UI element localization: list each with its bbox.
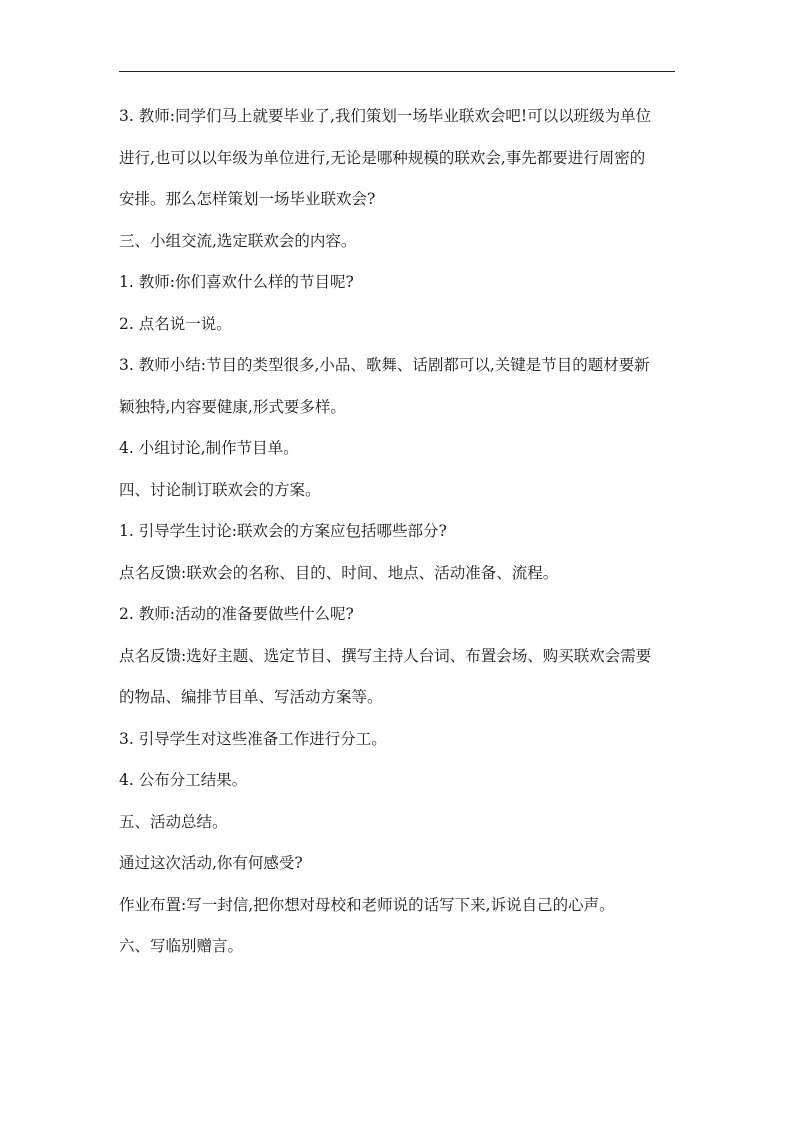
text-line: 通过这次活动,你有何感受? xyxy=(119,854,303,872)
text-line: 颖独特,内容要健康,形式要多样。 xyxy=(119,397,346,416)
section-heading: 五、活动总结。 xyxy=(119,812,228,831)
text-line: 1. 引导学生讨论:联欢会的方案应包括哪些部分? xyxy=(119,522,447,540)
text-line: 3. 引导学生对这些准备工作进行分工。 xyxy=(119,729,387,748)
text-line: 2. 点名说一说。 xyxy=(119,314,232,333)
document-body xyxy=(119,100,687,972)
text-line: 3. 教师:同学们马上就要毕业了,我们策划一场毕业联欢会吧!可以以班级为单位 xyxy=(119,107,652,125)
text-line: 3. 教师小结:节目的类型很多,小品、歌舞、话剧都可以,关键是节目的题材要新 xyxy=(119,356,650,374)
section-heading: 六、写临别赠言。 xyxy=(119,937,244,955)
section-heading: 三、小组交流,选定联欢会的内容。 xyxy=(119,231,357,250)
text-line: 作业布置:写一封信,把你想对母校和老师说的话写下来,诉说自己的心声。 xyxy=(119,895,615,914)
text-line: 点名反馈:选好主题、选定节目、撰写主持人台词、布置会场、购买联欢会需要 xyxy=(119,646,652,665)
text-line: 4. 公布分工结果。 xyxy=(119,771,248,789)
text-line: 4. 小组讨论,制作节目单。 xyxy=(119,439,299,457)
section-heading: 四、讨论制订联欢会的方案。 xyxy=(119,480,321,499)
text-line: 点名反馈:联欢会的名称、目的、时间、地点、活动准备、流程。 xyxy=(119,563,559,582)
text-line: 的物品、编排节目单、写活动方案等。 xyxy=(119,688,383,706)
text-line: 1. 教师:你们喜欢什么样的节目呢? xyxy=(119,273,354,291)
text-line: 进行,也可以以年级为单位进行,无论是哪种规模的联欢会,事先都要进行周密的 xyxy=(119,148,646,167)
header-rule xyxy=(119,71,675,72)
text-line: 2. 教师:活动的准备要做些什么呢? xyxy=(119,605,354,623)
text-line: 安排。那么怎样策划一场毕业联欢会? xyxy=(119,190,376,208)
